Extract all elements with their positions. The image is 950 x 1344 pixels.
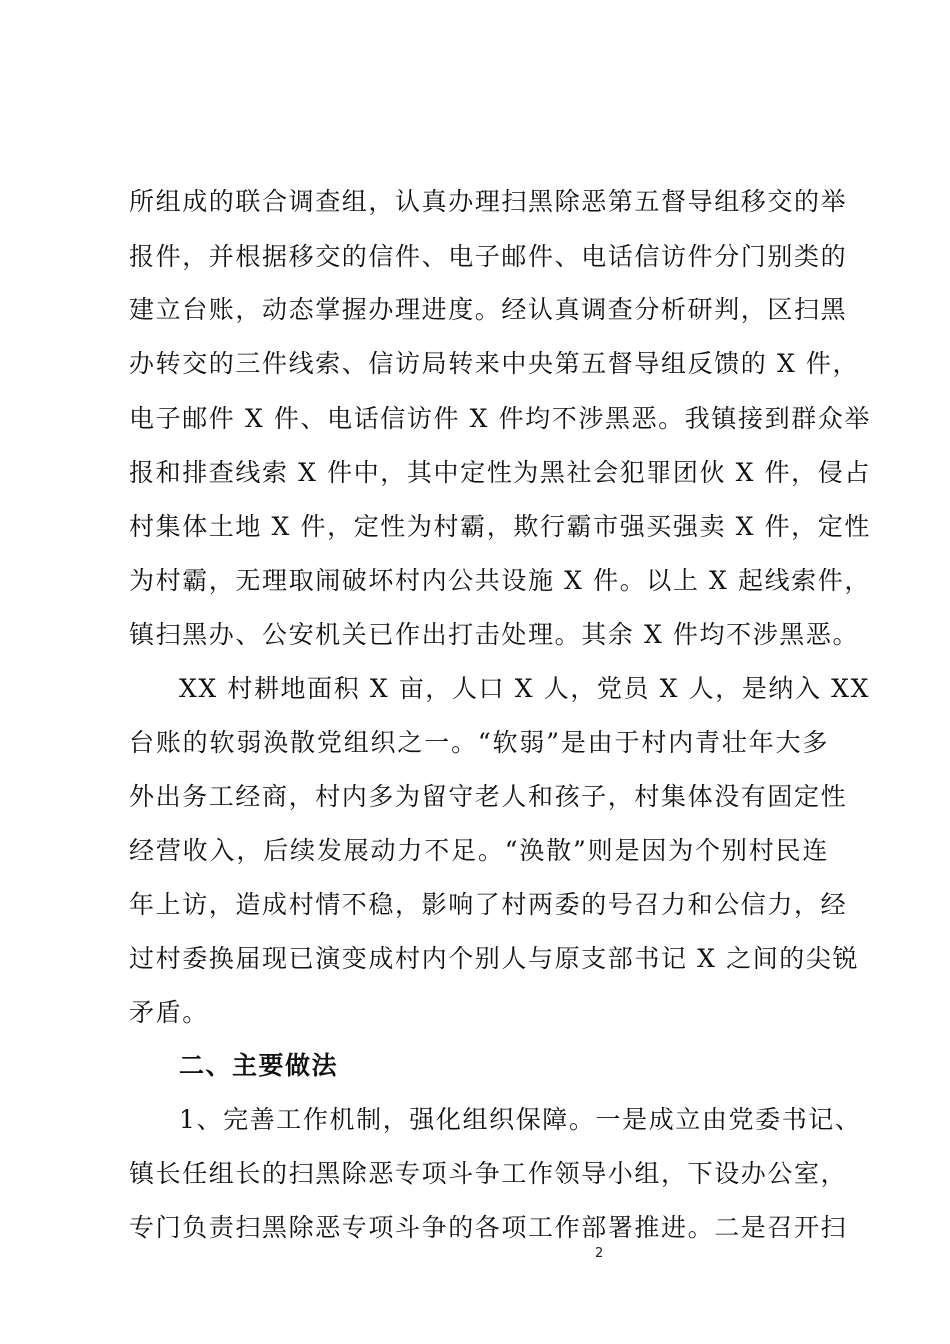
paragraph-2-line-1: XX 村耕地面积 X 亩，人口 X 人，党员 X 人，是纳入 XX	[179, 674, 870, 703]
paragraph-1-line-1: 所组成的联合调查组，认真办理扫黑除恶第五督导组移交的举	[129, 187, 848, 216]
page-number: 2	[595, 1246, 604, 1261]
paragraph-2-line-2: 台账的软弱涣散党组织之一。“软弱”是由于村内青壮年大多	[129, 728, 829, 757]
paragraph-1-line-5: 电子邮件 X 件、电话信访件 X 件均不涉黑恶。我镇接到群众举	[129, 404, 871, 433]
paragraph-2-line-7: 矛盾。	[129, 998, 209, 1027]
paragraph-3-line-2: 镇长任组长的扫黑除恶专项斗争工作领导小组，下设办公室，	[129, 1159, 848, 1188]
paragraph-3-line-3: 专门负责扫黑除恶专项斗争的各项工作部署推进。二是召开扫	[129, 1213, 848, 1242]
paragraph-1-line-2: 报件，并根据移交的信件、电子邮件、电话信访件分门别类的	[129, 242, 848, 271]
paragraph-1-line-3: 建立台账，动态掌握办理进度。经认真调查分析研判，区扫黑	[129, 295, 848, 324]
paragraph-2-line-6: 过村委换届现已演变成村内个别人与原支部书记 X 之间的尖锐	[129, 944, 860, 973]
paragraph-2-line-3: 外出务工经商，村内多为留守老人和孩子，村集体没有固定性	[129, 782, 848, 811]
paragraph-1-line-4: 办转交的三件线索、信访局转来中央第五督导组反馈的 X 件，	[129, 349, 860, 378]
paragraph-3-line-1: 1、完善工作机制，强化组织保障。一是成立由党委书记、	[179, 1105, 862, 1134]
paragraph-2-line-4: 经营收入，后续发展动力不足。“涣散”则是因为个别村民连	[129, 836, 829, 865]
paragraph-1-line-8: 为村霸，无理取闹破坏村内公共设施 X 件。以上 X 起线索件，	[129, 566, 871, 595]
paragraph-1-line-9: 镇扫黑办、公安机关已作出打击处理。其余 X 件均不涉黑恶。	[129, 620, 860, 649]
paragraph-2-line-5: 年上访，造成村情不稳，影响了村两委的号召力和公信力，经	[129, 890, 848, 919]
section-heading: 二、主要做法	[179, 1051, 339, 1080]
paragraph-1-line-7: 村集体土地 X 件，定性为村霸，欺行霸市强买强卖 X 件，定性	[129, 512, 871, 541]
paragraph-1-line-6: 报和排查线索 X 件中，其中定性为黑社会犯罪团伙 X 件，侵占	[129, 458, 871, 487]
